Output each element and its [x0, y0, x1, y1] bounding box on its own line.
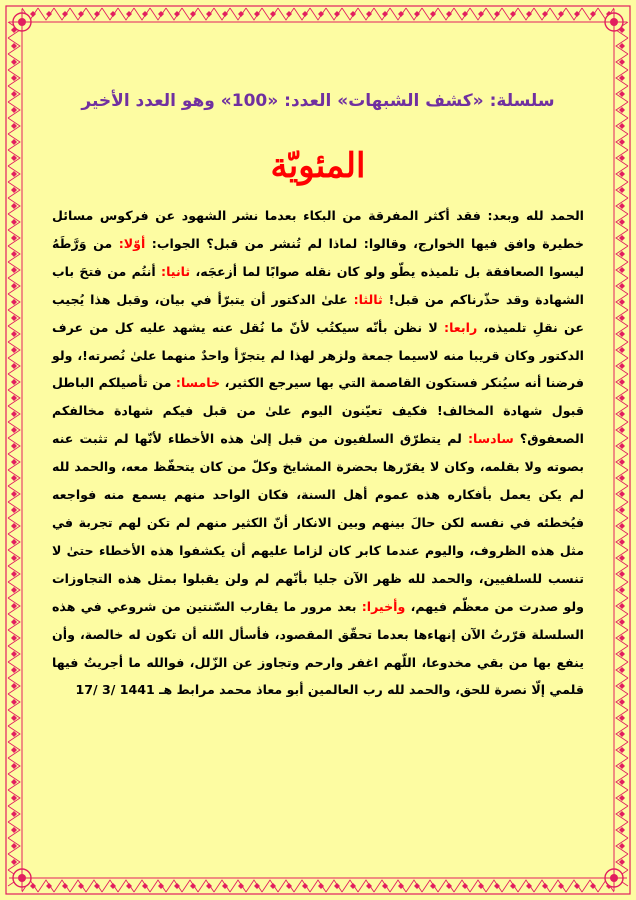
- body-text-segment: من تأصيلكم الباطل قبول شهادة المخالف! فكيف تعيّنون اليوم علىٰ من قبل فيكم شهادة مخالفكم الصعفوق؟: [52, 375, 584, 447]
- body-text-segment: من وَرَّطَهُ ليسوا الصعافقة بل تلميذه يطّو ولو كان نقله صوابًا لما أزعجَه،: [52, 235, 585, 279]
- point-marker: وأخيرا:: [361, 598, 406, 614]
- point-marker: ثالثا:: [353, 291, 383, 307]
- point-marker: ثانيا:: [161, 263, 191, 279]
- body-text-segment: الحمد لله وبعد: فقد أكثر المفرقة من البكاء بعدما نشر الشهود عن فركوس مسائل خطيرة وافق فيها الخوارج، وقالوا: لماذا لم تُنشر من قبل؟ الجواب:: [52, 208, 584, 251]
- document-content: [52, 86, 584, 704]
- body-text-segment: لم يتطرّق السلفيون من قبل إلىٰ هذه الأخطاء لأنّها لم تثبت عنه بصوته ولا بقلمه، وكان لا يقرّرها بحضرة المشايخ وكلّ من كان يتحفّظ معه، والحمد لله لم يكن يعمل بأفكاره هذه عموم أهل السنة، فكان الواحد منهم يسمع منه فواجعه فيُخطئه في نفسه لكن حالَ بينهم وبين الانكار أنّ الكثير منهم لم تكن لهم تجربة في مثل هذه الظروف، واليوم عندما كابر كان لزاما عليهم أن يكشفوا هذه الأخطاء حتىٰ لا تنسب للسلفيين، والحمد لله ظهر الآن جليا بأنّهم لم ولن يقبلوا بمثل هذه التجاوزات ولو صدرت من معظّم فيهم،: [52, 431, 584, 614]
- body-text-segment: أنتُم من فتحَ باب الشهادة وقد حذّرناكم من قبل!: [52, 263, 584, 307]
- body-text-segment: علىٰ الدكتور أن يتبرّأ في بيان، وقبل هذا يُجيب عن نقلِ تلميذه،: [52, 291, 584, 335]
- point-marker: سادسا:: [468, 431, 514, 447]
- point-marker: رابعا:: [444, 319, 478, 335]
- point-marker: أوّلا:: [118, 235, 146, 251]
- article-body: [52, 202, 584, 704]
- signature-date: 17/ 3/ 1441 هـ: [75, 682, 173, 698]
- body-text-segment: بعد مرور ما يقارب السّنتين من شروعي في هذه السلسلة قرّرتُ الآن إنهاءها بعدما تحقّق المقصود، فأسأل الله أن تكون له خالصة، وأن ينفع بها من بقي مخدوعا، اللّهم اغفر وارحم وتجاوز عن الزّلل، فوالله ما أجريتُ فيها قلمي إلّا نصرة للحق، والحمد لله رب العالمين أبو معاذ محمد مرابط: [52, 598, 584, 698]
- point-marker: خامسا:: [175, 375, 221, 391]
- body-text-segment: لا نظن بأنّه سيكتُب لأنّ ما نُقل عنه يشهد عليه كل من عرف الدكتور وكان قريبا منه لاسيما جمعة ولزهر لهذا لم يتجرّأ واحدٌ منهما علىٰ نُصرته!، ولو فرضنا أنه سيُنكر فستكون القاصمة التي بها سيرجع الكثير،: [52, 319, 584, 391]
- page-title: المئويّة: [270, 146, 366, 186]
- series-heading: سلسلة: «كشف الشبهات» العدد: «100» وهو العدد الأخير: [81, 91, 555, 111]
